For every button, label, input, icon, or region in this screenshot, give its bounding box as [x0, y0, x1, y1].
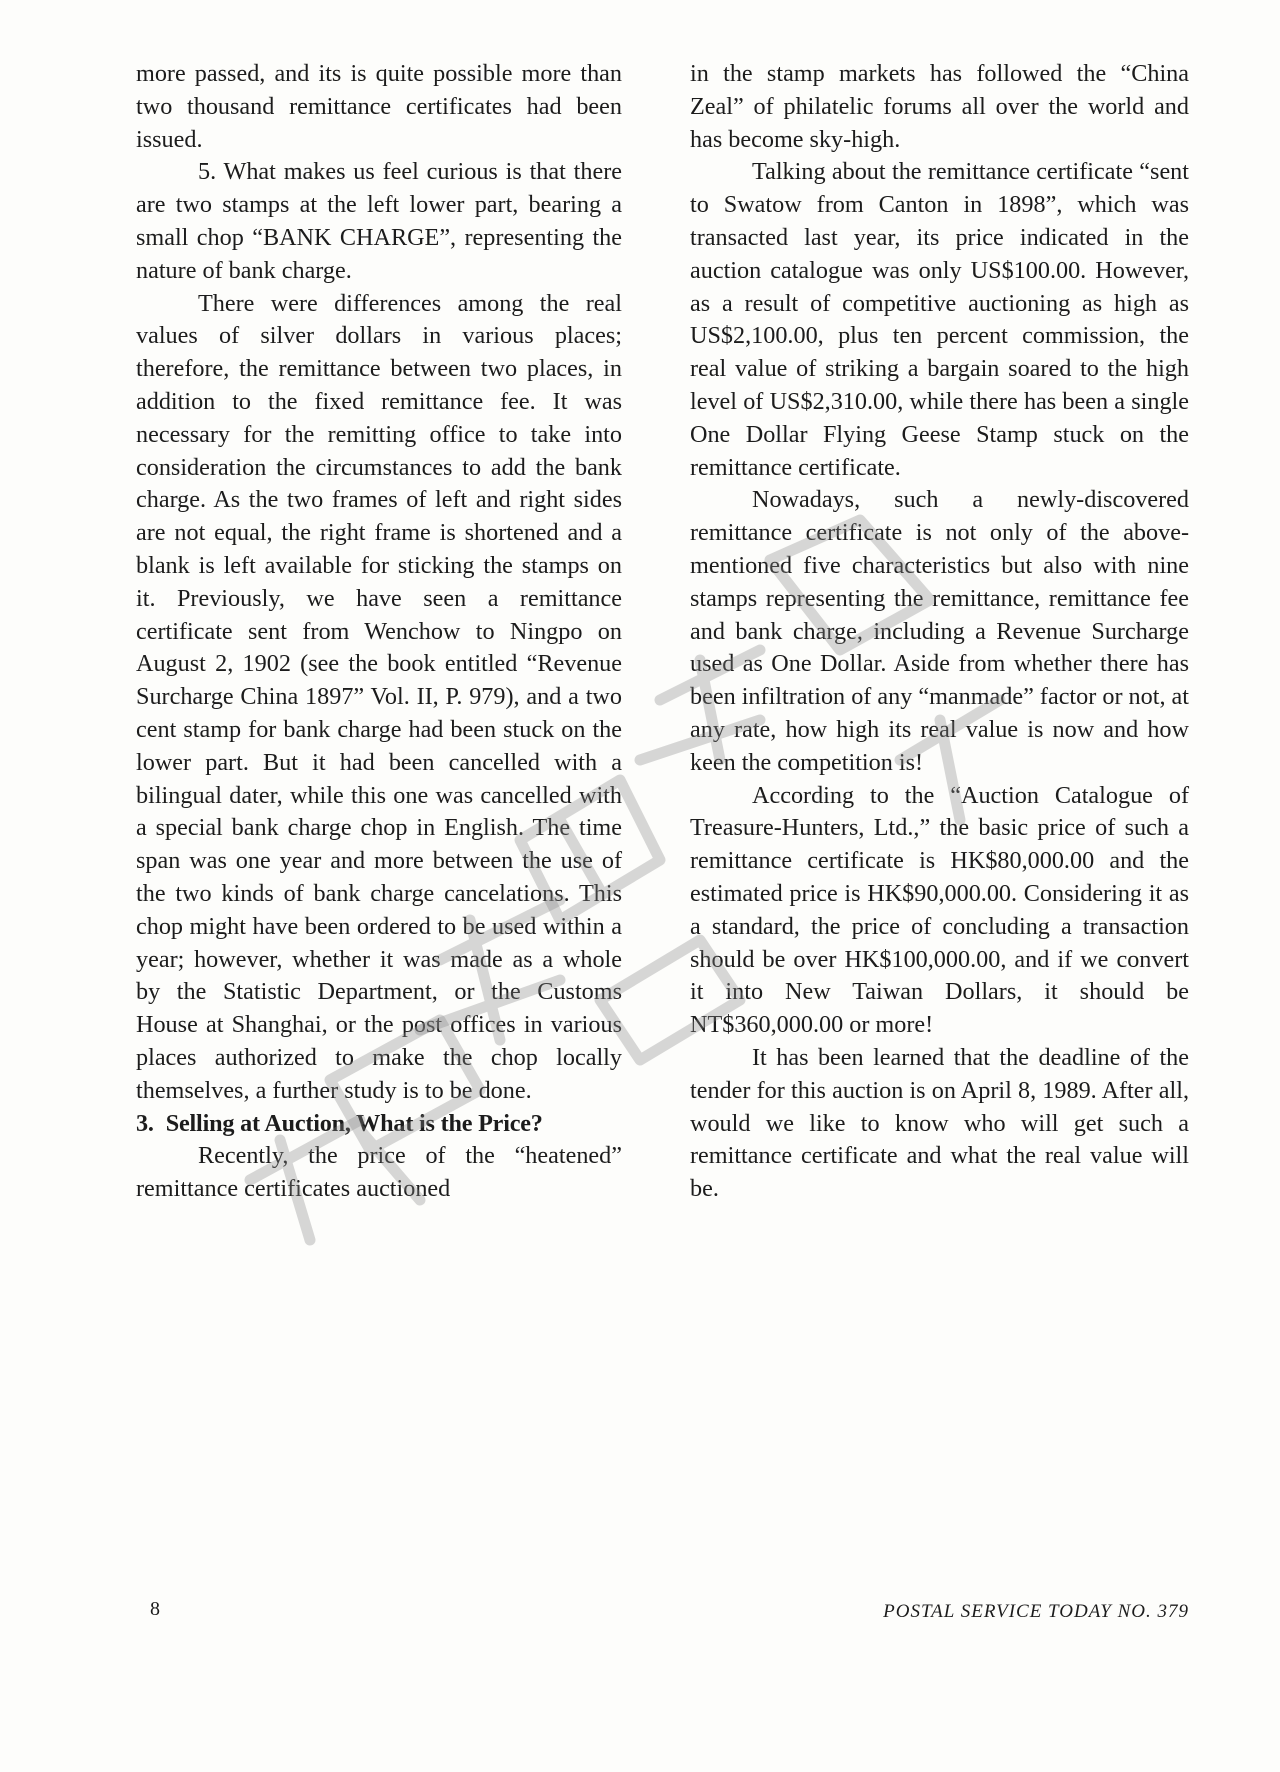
- paragraph: in the stamp markets has followed the “China Zeal” of philatelic forums all over the world and has become sky-high.: [690, 60, 1189, 153]
- section-heading: [136, 1108, 622, 1141]
- page-number: 8: [150, 1598, 160, 1620]
- section-heading-text: Selling at Auction, What is the Price?: [165, 1109, 543, 1137]
- paragraph: Recently, the price of the “heatened” remittance certificates auctioned: [136, 1142, 622, 1203]
- section-heading-number: 3.: [136, 1109, 154, 1137]
- paragraph: It has been learned that the deadline of the tender for this auction is on April 8, 1989. After all, would we like to know who will get such a remittance certificate and what the real value will be.: [690, 1043, 1189, 1203]
- paragraph: 5. What makes us feel curious is that there are two stamps at the left lower part, bearing a small chop “BANK CHARGE”, representing the nature of bank charge.: [136, 158, 622, 284]
- paragraph: There were differences among the real values of silver dollars in various places; therefore, the remittance between two places, in addition to the fixed remittance fee. It was necessary for the remitting office to take into consideration the circumstances to add the bank charge. As the two frames of left and right sides are not equal, the right frame is shortened and a blank is left available for sticking the stamps on it. Previously, we have seen a remittance certificate sent from Wenchow to Ningpo on August 2, 1902 (see the book entitled “Revenue Surcharge China 1897” Vol. II, P. 979), and a two cent stamp for bank charge had been stuck on the lower part. But it had been cancelled with a bilingual dater, while this one was cancelled with a special bank charge chop in English. The time span was one year and more between the use of the two kinds of bank charge cancelations. This chop might have been ordered to be used within a year; however, whether it was made as a whole by the Statistic Department, or the Customs House at Shanghai, or the post offices in various places authorized to make the chop locally themselves, a further study is to be done.: [136, 289, 622, 1104]
- paragraph: more passed, and its is quite possible more than two thousand remittance certificates had been issued.: [136, 60, 622, 153]
- left-column: [136, 58, 622, 1206]
- publication-footer: POSTAL SERVICE TODAY NO. 379: [883, 1601, 1189, 1622]
- paragraph: Talking about the remittance certificate “sent to Swatow from Canton in 1898”, which was transacted last year, its price indicated in the auction catalogue was only US$100.00. However, as a result of competitive auctioning as high as US$2,100.00, plus ten percent commission, the real value of striking a bargain soared to the high level of US$2,310.00, while there has been a single One Dollar Flying Geese Stamp stuck on the remittance certificate.: [690, 158, 1189, 481]
- paragraph: Nowadays, such a newly-discovered remittance certificate is not only of the above-mentioned five characteristics but also with nine stamps representing the remittance, remittance fee and bank charge, including a Revenue Surcharge used as One Dollar. Aside from whether there has been infiltration of any “manmade” factor or not, at any rate, how high its real value is now and how keen the competition is!: [690, 486, 1189, 776]
- paragraph: According to the “Auction Catalogue of Treasure-Hunters, Ltd.,” the basic price of such a remittance certificate is HK$80,000.00 and the estimated price is HK$90,000.00. Considering it as a standard, the price of concluding a transaction should be over HK$100,000.00, and if we convert it into New Taiwan Dollars, it should be NT$360,000.00 or more!: [690, 781, 1189, 1039]
- right-column: [690, 58, 1189, 1206]
